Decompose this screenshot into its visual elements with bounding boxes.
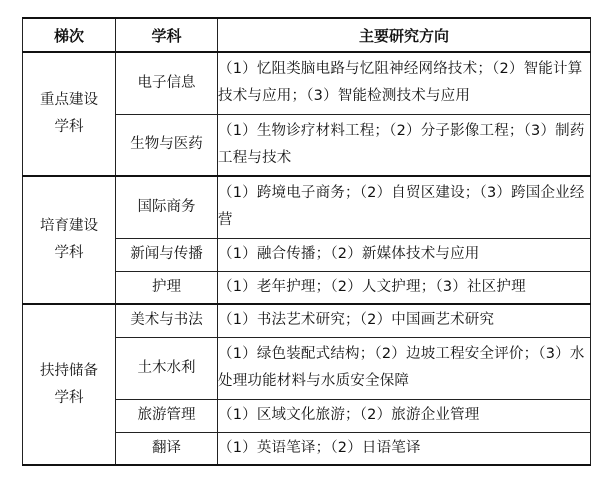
table-row	[23, 52, 591, 114]
category-cell	[23, 52, 116, 176]
direction-cell: （1）区域文化旅游；（2）旅游企业管理	[218, 399, 591, 432]
table-row	[23, 176, 591, 238]
subject-cell: 护理	[116, 271, 218, 304]
subject-cell: 生物与医药	[116, 114, 218, 176]
category-label-line1: 重点建设	[40, 92, 98, 108]
table-row	[23, 304, 591, 337]
category-label-line2: 学科	[54, 119, 84, 135]
subject-cell: 国际商务	[116, 176, 218, 238]
direction-cell: （1）融合传播；（2）新媒体技术与应用	[218, 238, 591, 271]
header-direction: 主要研究方向	[218, 18, 591, 52]
subject-cell: 土木水利	[116, 337, 218, 399]
subject-cell: 翻译	[116, 432, 218, 465]
header-category: 梯次	[23, 18, 116, 52]
subject-cell: 电子信息	[116, 52, 218, 114]
header-subject: 学科	[116, 18, 218, 52]
direction-cell: （1）英语笔译；（2）日语笔译	[218, 432, 591, 465]
category-cell	[23, 304, 116, 465]
discipline-table	[22, 17, 591, 466]
subject-cell: 旅游管理	[116, 399, 218, 432]
direction-cell: （1）书法艺术研究；（2）中国画艺术研究	[218, 304, 591, 337]
subject-cell: 美术与书法	[116, 304, 218, 337]
header-row	[23, 18, 591, 52]
direction-cell: （1）跨境电子商务；（2）自贸区建设；（3）跨国企业经营	[218, 176, 591, 238]
subject-cell: 新闻与传播	[116, 238, 218, 271]
direction-cell: （1）老年护理；（2）人文护理；（3）社区护理	[218, 271, 591, 304]
category-label-line1: 扶持储备	[40, 362, 98, 379]
category-label-line2: 学科	[54, 389, 84, 406]
category-label-line2: 学科	[54, 245, 84, 261]
category-label-line1: 培育建设	[40, 218, 98, 234]
category-cell	[23, 176, 116, 304]
direction-cell: （1）忆阻类脑电路与忆阻神经网络技术；（2）智能计算技术与应用；（3）智能检测技术与应用	[218, 52, 591, 114]
direction-cell: （1）生物诊疗材料工程；（2）分子影像工程；（3）制药工程与技术	[218, 114, 591, 176]
direction-cell: （1）绿色装配式结构；（2）边坡工程安全评价；（3）水处理功能材料与水质安全保障	[218, 337, 591, 399]
